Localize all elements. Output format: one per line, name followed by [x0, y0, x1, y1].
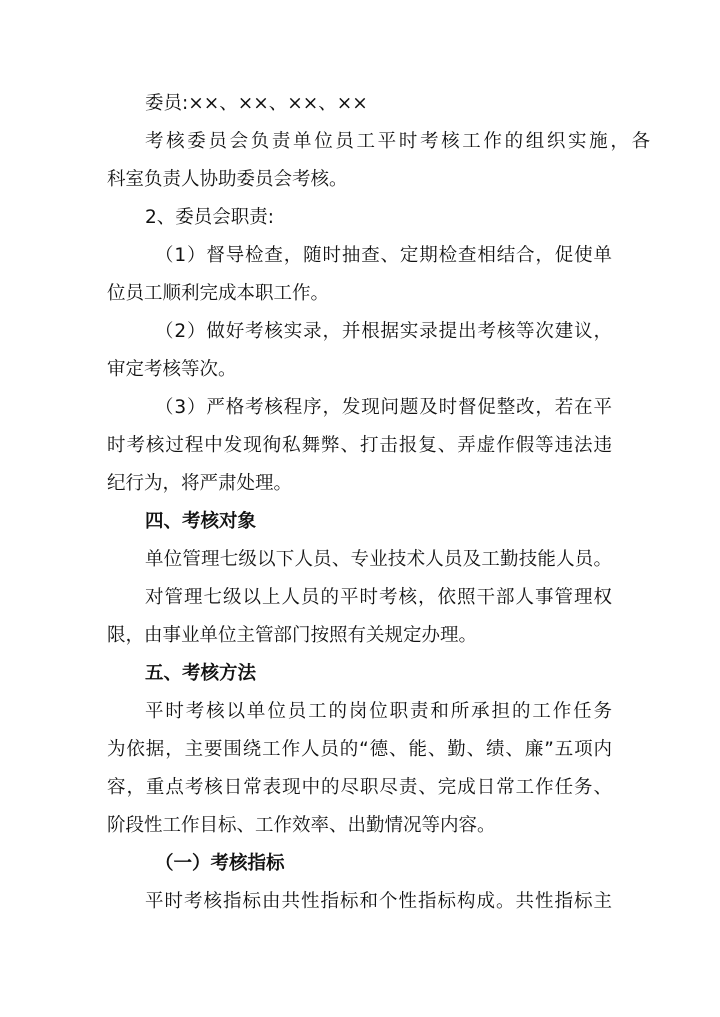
paragraph-line: 限，由事业单位主管部门按照有关规定办理。: [107, 625, 478, 646]
subsection-heading: （一）考核指标: [155, 853, 285, 874]
paragraph-line: 对管理七级以上人员的平时考核，依照干部人事管理权: [145, 587, 612, 608]
committee-members-line: 委员:××、××、××、××: [145, 93, 368, 114]
paragraph-line: 位员工顺利完成本职工作。: [107, 283, 330, 304]
paragraph-line: 科室负责人协助委员会考核。: [107, 169, 348, 190]
paragraph-line: （1）督导检查，随时抽查、定期检查相结合，促使单: [155, 245, 612, 266]
paragraph-line: 审定考核等次。: [107, 359, 237, 380]
paragraph-line: （2）做好考核实录，并根据实录提出考核等次建议，: [155, 321, 612, 342]
section-heading: 五、考核方法: [145, 663, 257, 684]
section-heading: 2、委员会职责:: [145, 207, 275, 228]
paragraph-line: 阶段性工作目标、工作效率、出勤情况等内容。: [107, 815, 496, 836]
paragraph-line: 考核委员会负责单位员工平时考核工作的组织实施，各: [145, 131, 650, 152]
paragraph-line: 平时考核指标由共性指标和个性指标构成。共性指标主: [145, 891, 612, 912]
section-heading: 四、考核对象: [145, 511, 257, 532]
paragraph-line: 为依据，主要围绕工作人员的“德、能、勤、绩、廉”五项内: [107, 739, 612, 760]
paragraph-line: 纪行为，将严肃处理。: [107, 473, 293, 494]
paragraph-line: （3）严格考核程序，发现问题及时督促整改，若在平: [155, 397, 612, 418]
paragraph-line: 容，重点考核日常表现中的尽职尽责、完成日常工作任务、: [107, 777, 612, 798]
paragraph-line: 单位管理七级以下人员、专业技术人员及工勤技能人员。: [145, 549, 612, 570]
paragraph-line: 时考核过程中发现徇私舞弊、打击报复、弄虚作假等违法违: [107, 435, 612, 456]
paragraph-line: 平时考核以单位员工的岗位职责和所承担的工作任务: [145, 701, 612, 722]
